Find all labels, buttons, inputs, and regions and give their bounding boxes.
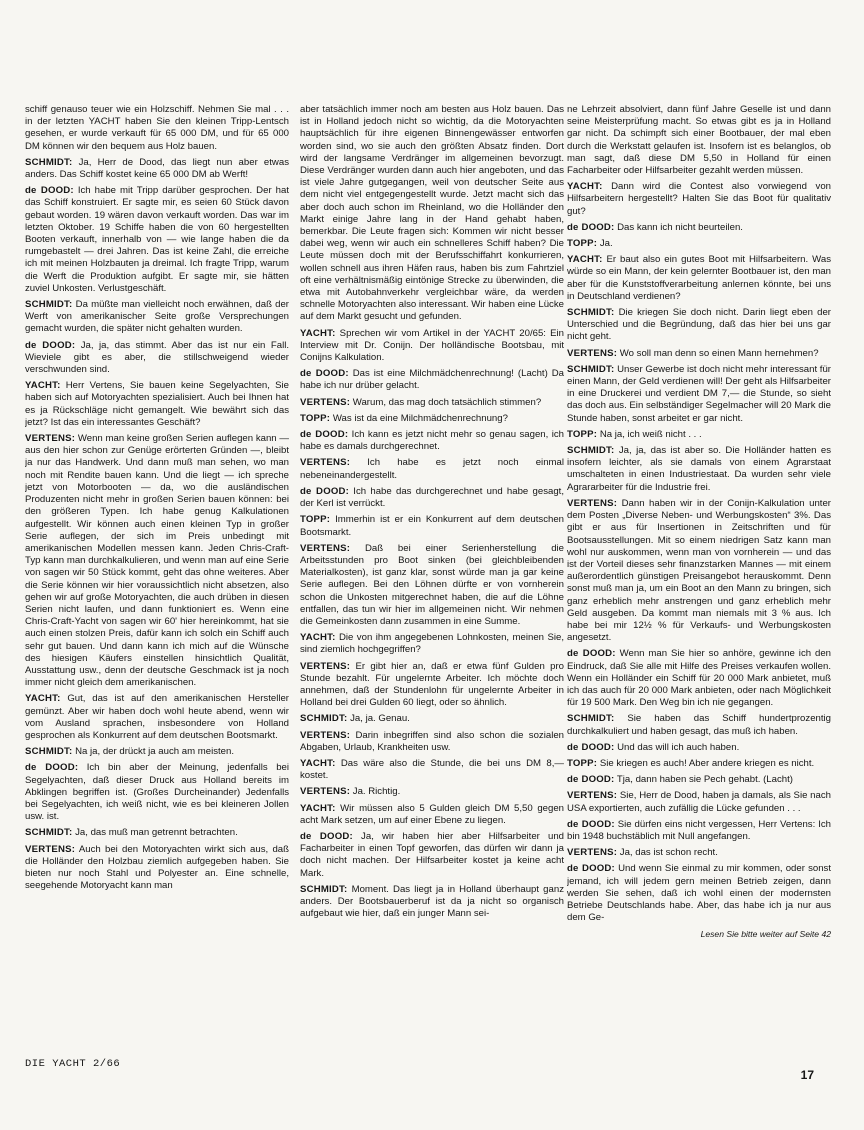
paragraph-text: Ja, das muß man getrennt betrachten. <box>72 827 238 839</box>
interview-paragraph <box>567 348 831 360</box>
paragraph-text: Na ja, ich weiß nicht . . . <box>597 428 702 440</box>
speaker-label: VERTENS: <box>300 729 351 741</box>
paragraph-text: Ja, ja, das stimmt. Aber das ist nur ein Fall. Wieviele gibt es aber, die stillschweigend wieder verschwunden sind. <box>25 339 289 376</box>
speaker-label: YACHT: <box>300 632 336 644</box>
speaker-label: VERTENS: <box>300 660 351 672</box>
paragraph-text: Dann haben wir in der Conijn-Kalkulation unter dem Posten „Diverse Neben- und Werbungskosten“ 3%. Das gibt er aus für Insertionen in Zeitschriften und für Bootsausstellungen. Mit so einem niedrigen Satz kann man wohl nur auskommen, wenn man von vornherein — und das ist der Vorteil dieses sehr finanzstarken Mannes — mit einem außerordentlich günstigen Preisangebot herauskommt. Denn sonst muß man ja, um ein Boot an den Mann zu bringen, sich ganz erheblich mehr anstrengen und ganz erheblich mehr Geld ausgeben. Da kommt man niemals mit 3 % aus. Ich habe bei mir 12½ % für Verkaufs- und Werbungskosten angesetzt. <box>567 497 831 644</box>
speaker-label: VERTENS: <box>567 847 618 859</box>
paragraph-text: Tja, dann haben sie Pech gehabt. (Lacht) <box>614 774 793 786</box>
speaker-label: de DOOD: <box>567 774 615 786</box>
interview-paragraph <box>300 831 564 880</box>
speaker-label: YACHT: <box>25 693 61 705</box>
paragraph-text: Was ist da eine Milchmädchenrechnung? <box>330 412 508 424</box>
paragraph-text: Ich habe das durchgerechnet und habe gesagt, der Kerl ist verrückt. <box>300 485 564 510</box>
speaker-label: SCHMIDT: <box>567 713 615 725</box>
paragraph-text: Ja, ja. Genau. <box>347 713 410 725</box>
speaker-label: SCHMIDT: <box>25 156 73 168</box>
paragraph-text: Da müßte man vielleicht noch erwähnen, daß der Werft von amerikanischer Seite große Versprechungen gemacht wurden, die später nicht gehalten wurden. <box>25 299 289 335</box>
interview-paragraph <box>567 648 831 709</box>
speaker-label: VERTENS: <box>567 497 618 509</box>
interview-paragraph <box>567 713 831 737</box>
paragraph-text: Das wäre also die Stunde, die bei uns DM 8,— kostet. <box>300 757 564 782</box>
speaker-label: de DOOD: <box>300 830 353 842</box>
speaker-label: SCHMIDT: <box>25 746 73 758</box>
paragraph-text: Warum, das mag doch tatsächlich stimmen? <box>350 396 542 408</box>
interview-paragraph <box>300 786 564 798</box>
interview-paragraph <box>25 433 289 689</box>
speaker-label: VERTENS: <box>567 790 618 802</box>
paragraph-text: Ja. <box>597 238 613 250</box>
interview-paragraph <box>25 762 289 823</box>
paragraph-text: Moment. Das liegt ja in Holland überhaupt ganz anders. Der Bootsbauerberuf ist da ja nicht so organisch aufgebaut wie hier, daß ein junger Mann sei- <box>300 883 564 920</box>
speaker-label: YACHT: <box>300 802 336 814</box>
speaker-label: SCHMIDT: <box>567 445 615 457</box>
paragraph-text: Ich habe es jetzt noch einmal nebeneinandergestellt. <box>300 457 564 481</box>
interview-paragraph <box>300 758 564 782</box>
paragraph-text: Gut, das ist auf den amerikanischen Hersteller gemünzt. Aber wir haben doch wohl heute abend, wenn wir vom Ausland sprachen, insbesondere von Holland gesprochen als Konkurrent auf dem deutschen Bootsmarkt. <box>25 693 289 741</box>
speaker-label: de DOOD: <box>300 429 349 441</box>
speaker-label: VERTENS: <box>300 786 351 798</box>
speaker-label: YACHT: <box>567 181 603 193</box>
interview-paragraph <box>300 730 564 754</box>
speaker-label: de DOOD: <box>567 863 615 875</box>
interview-paragraph <box>300 632 564 656</box>
interview-paragraph <box>300 661 564 710</box>
paragraph-text: Wir müssen also 5 Gulden gleich DM 5,50 gegen acht Mark setzen, um auf einer Ebene zu liegen. <box>300 802 564 826</box>
interview-paragraph <box>300 514 564 538</box>
continuation-note: Lesen Sie bitte weiter auf Seite 42 <box>700 929 831 940</box>
speaker-label: YACHT: <box>567 254 603 266</box>
speaker-label: SCHMIDT: <box>567 307 615 319</box>
interview-paragraph <box>25 340 289 377</box>
paragraph-text: Ja, Herr de Dood, das liegt nun aber etwas anders. Das Schiff kostet keine 65 000 DM ab Werft! <box>25 156 289 181</box>
paragraph-text: Herr Vertens, Sie bauen keine Segelyachten, Sie haben sich auf Motoryachten spezialisiert. Auch bei Ihnen hat es ja Rückschläge nicht gemangelt. Wie bewährt sich das jetzt? Ist das ein interessantes Geschäft? <box>25 380 289 428</box>
speaker-label: TOPP: <box>300 412 331 424</box>
paragraph-text: Unser Gewerbe ist doch nicht mehr interessant für einen Mann, der Geld verdienen will! Der geht als Hilfsarbeiter in eine Druckerei und verdient DM 7,— die Stunde, so sieht das doch aus. Ein selbständiger Segelmacher will 20 Mark die Stunde haben, sonst arbeitet er gar nicht. <box>567 363 831 424</box>
paragraph-text: Und wenn Sie einmal zu mir kommen, oder sonst jemand, ich will jedem gern meinen Betrieb zeigen, dann werden Sie sehen, daß ich wohl einen der modernsten Betriebe Deutschlands habe. Aber, das habe ich ja nur aus dem Ge- <box>567 863 831 924</box>
interview-paragraph <box>25 299 289 336</box>
speaker-label: de DOOD: <box>567 648 616 660</box>
interview-paragraph <box>25 746 289 758</box>
speaker-label: de DOOD: <box>25 339 76 351</box>
speaker-label: YACHT: <box>300 327 336 339</box>
speaker-label: SCHMIDT: <box>567 363 615 375</box>
speaker-label: VERTENS: <box>25 843 76 855</box>
interview-paragraph <box>300 884 564 921</box>
paragraph-text: Ja, das ist schon recht. <box>617 847 718 859</box>
interview-paragraph <box>300 104 564 324</box>
paragraph-text: Die von ihm angegebenen Lohnkosten, meinen Sie, sind ziemlich hochgegriffen? <box>300 632 564 656</box>
speaker-label: TOPP: <box>300 514 331 526</box>
speaker-label: TOPP: <box>567 428 598 440</box>
paragraph-text: Die kriegen Sie doch nicht. Darin liegt eben der Unterschied und die Begründung, daß das hier bei uns gar nicht geht. <box>567 307 831 343</box>
paragraph-text: Ja, wir haben hier aber Hilfsarbeiter und Facharbeiter in einen Topf geworfen, das dürfen wir dann ja doch nicht machen. Der Hilfsarbeiter kostet ja keine acht Mark. <box>300 830 564 879</box>
interview-paragraph <box>567 742 831 754</box>
paragraph-text: Ja, ja, das ist aber so. Die Holländer hatten es insofern leichter, als sie damals von einem Agrarstaat umschalteten in einen Industriestaat. Da wurden sehr viele Agrararbeiter für die Industrie frei. <box>567 445 831 493</box>
text-column-1 <box>25 104 289 1062</box>
interview-paragraph <box>300 328 564 365</box>
interview-paragraph <box>567 863 831 924</box>
text-column-2 <box>300 104 564 1062</box>
speaker-label: VERTENS: <box>567 347 618 359</box>
speaker-label: SCHMIDT: <box>300 713 348 725</box>
paragraph-text: Das ist eine Milchmädchenrechnung! (Lacht) Da habe ich nur drüber gelacht. <box>300 368 564 392</box>
paragraph-text: Und das will ich auch haben. <box>614 741 740 753</box>
paragraph-text: Ich bin aber der Meinung, jedenfalls bei Segelyachten, daß dieser Druck aus Holland bereits im Abklingen begriffen ist. (Großes Durcheinander) Jedenfalls bei Segelyachten, ich weiß nicht, wie es bei kleineren Jollen usw. ist. <box>25 762 289 823</box>
interview-paragraph <box>567 774 831 786</box>
speaker-label: VERTENS: <box>25 433 76 445</box>
interview-paragraph <box>25 693 289 742</box>
speaker-label: YACHT: <box>25 380 61 392</box>
interview-paragraph <box>567 254 831 303</box>
paragraph-text: Ich kann es jetzt nicht mehr so genau sagen, ich habe es damals durchgerechnet. <box>300 429 564 453</box>
paragraph-text: Daß bei einer Serienherstellung die Arbeitsstunden pro Boot sinken (bei gleichbleibenden Materialkosten), ist ganz klar, sonst würde man ja gar keine Serie auflegen. Bei den Löhnen dürfte er von vornherein schon die Unkosten mitgerechnet haben, die auf die Löhne entfallen, das tun wir hier im allgemeinen nicht. Wir nehmen die Gemeinkosten dann zusammen in eine Summe. <box>300 542 564 627</box>
interview-paragraph <box>25 827 289 839</box>
interview-paragraph <box>567 445 831 494</box>
paragraph-text: Sie kriegen es auch! Aber andere kriegen es nicht. <box>597 757 815 769</box>
speaker-label: YACHT: <box>300 757 336 769</box>
interview-paragraph <box>25 185 289 295</box>
speaker-label: VERTENS: <box>300 396 351 408</box>
paragraph-text: Auch bei den Motoryachten wirkt sich aus, daß die Holländer den Holzbau ziemlich aufgegeben haben. Sie bieten nur noch Stahl und Polyester an. Eine schnelle, seegehende Motoryacht kann man <box>25 843 289 892</box>
interview-paragraph <box>25 104 289 153</box>
paragraph-text: Sie dürfen eins nicht vergessen, Herr Vertens: Ich bin 1948 buchstäblich mit Null angefangen. <box>567 818 831 842</box>
speaker-label: SCHMIDT: <box>25 827 73 839</box>
interview-paragraph <box>300 413 564 425</box>
speaker-label: de DOOD: <box>25 762 79 774</box>
interview-paragraph <box>300 429 564 453</box>
interview-paragraph <box>25 157 289 181</box>
speaker-label: de DOOD: <box>567 818 615 830</box>
paragraph-text: Wenn man Sie hier so anhöre, gewinne ich den Eindruck, daß Sie alle mit Hilfe des Preises verkaufen wollen. Wenn ein Holländer ein Schiff für 20 000 Mark anbietet, muß ich das auch für 20 000 Mark anbieten, oder nach Möglichkeit für 19 500 Mark. Den Weg bin ich nie gegangen. <box>567 648 831 709</box>
interview-paragraph <box>300 543 564 628</box>
speaker-label: TOPP: <box>567 238 598 250</box>
speaker-label: de DOOD: <box>567 741 615 753</box>
interview-paragraph <box>25 844 289 893</box>
interview-paragraph <box>567 238 831 250</box>
interview-paragraph <box>300 713 564 725</box>
paragraph-text: Sprechen wir vom Artikel in der YACHT 20/65: Ein Interview mit Dr. Conijn. Der holländische Bootsbau, mit Conijns Kalkulation. <box>300 327 564 364</box>
speaker-label: de DOOD: <box>300 485 350 497</box>
interview-paragraph <box>300 803 564 827</box>
interview-paragraph <box>567 498 831 644</box>
speaker-label: TOPP: <box>567 757 598 769</box>
interview-paragraph <box>567 181 831 218</box>
paragraph-text: ne Lehrzeit absolviert, dann fünf Jahre Geselle ist und dann seine Meisterprüfung macht. So etwas gibt es ja in Holland gar nicht. Da schimpft sich einer Bootbauer, der mal eben durch die Werkstatt gelaufen ist. Insofern ist es belanglos, ob man sagt, daß diese DM 5,50 in Holland für einen Facharbeiter oder Hilfsarbeiter gezahlt werden müssen. <box>567 104 831 177</box>
speaker-label: SCHMIDT: <box>25 299 73 311</box>
speaker-label: SCHMIDT: <box>300 883 348 895</box>
speaker-label: de DOOD: <box>300 368 349 380</box>
interview-paragraph <box>567 222 831 234</box>
interview-paragraph <box>567 758 831 770</box>
paragraph-text: Immerhin ist er ein Konkurrent auf dem deutschen Bootsmarkt. <box>300 514 564 538</box>
paragraph-text: aber tatsächlich immer noch am besten aus Holz bauen. Das ist in Holland jedoch nicht so wichtig, da die Motoryachten hauptsächlich für ihre eigenen Binnengewässer entworfen worden sind, wo sie auch den größten Absatz finden. Dort wird der langsame Verdränger im allgemeinen bevorzugt. Diese Verdränger wurden dann auch hier angeboten, und das ist viele Jahre gutgegangen, weil von deutscher Seite aus dem nicht viel entgegengestellt wurde. Jetzt macht sich das aber doch auch schon im Rheinland, wo die Holländer den Markt einige Jahre lang in der Hand gehabt haben, bemerkbar. Die Leute fragen sich: Kommen wir nicht besser dabei weg, wenn wir auch ein schnelleres Schiff haben? Die Leute müssen doch mit der Berufsschiffahrt konkurrieren, wollen schnell aus ihren Häfen raus, haben bis zum Fahrtziel oft eine verhältnismäßig eintönige Strecke zu überwinden, die etwa mit Autobahnverkehr vergleichbar wäre, da werden schnelle Motoryachten also interessant. Wir haben eine Lücke auf dem Markt gesucht und gefunden. <box>300 104 564 323</box>
interview-paragraph <box>567 847 831 859</box>
footer-magazine-issue: DIE YACHT 2/66 <box>25 1058 121 1070</box>
paragraph-text: Er baut also ein gutes Boot mit Hilfsarbeitern. Was würde so ein Mann, der kein gelernter Bootbauer ist, den man aber für die Kunststoffverarbeitung anlernen könnte, bei uns in Deutschland verdienen? <box>567 254 831 302</box>
paragraph-text: Na ja, der drückt ja auch am meisten. <box>72 746 235 758</box>
paragraph-text: Sie, Herr de Dood, haben ja damals, als Sie nach USA exportierten, auch zufällig die Lücke gefunden . . . <box>567 790 831 814</box>
text-column-3 <box>567 104 831 1062</box>
interview-paragraph <box>300 457 564 481</box>
paragraph-text: Er gibt hier an, daß er etwa fünf Gulden pro Stunde bezahlt. Für ungelernte Arbeiter. Ich möchte doch annehmen, daß der Stundenlohn für ungelernte Arbeiter in Holland bei drei Gulden 60 liegt, oder so ähnlich. <box>300 660 564 709</box>
interview-paragraph <box>300 397 564 409</box>
paragraph-text: Wo soll man denn so einen Mann hernehmen? <box>617 347 819 359</box>
paragraph-text: Ja. Richtig. <box>350 786 401 798</box>
paragraph-text: Das kann ich nicht beurteilen. <box>614 221 743 233</box>
speaker-label: VERTENS: <box>300 457 351 469</box>
interview-paragraph <box>25 380 289 429</box>
interview-paragraph <box>567 819 831 843</box>
paragraph-text: Ich habe mit Tripp darüber gesprochen. Der hat das Schiff konstruiert. Er sagte mir, es seien 60 Stück davon gebaut worden. 19 wären davon verkauft worden. Das war im letzten Oktober. 19 Schiffe haben die von 60 hergestellten Booten verkauft, innerhalb von — wie lange haben die da rumgebastelt — drei Jahren. Das ist keine Zahl, die erreiche ich mit meinen Holzbauten ja dreimal. Ich fragte Tripp, warum die Werft die Produktion aufgibt. Er sagte mir, sie hätten zuviel Unkosten. Verlustgeschäft. <box>25 185 289 294</box>
paragraph-text: Dann wird die Contest also vorwiegend von Hilfsarbeitern hergestellt? Halten Sie das Boot für qualitativ gut? <box>567 181 831 217</box>
interview-paragraph <box>300 486 564 510</box>
speaker-label: de DOOD: <box>25 185 74 197</box>
interview-paragraph <box>567 790 831 814</box>
paragraph-text: Wenn man keine großen Serien auflegen kann — aus den hier schon zur Genüge erörterten Gründen —, bleibt ja nur das Handwerk. Und dann muß man sehen, wo man noch mit Rendite bauen kann. Und die liegt — ich spreche jetzt von Motorbooten — da, wo die ausländischen Produzenten nicht mehr in großen Serien bauen können: bei den größeren Typen. Ich habe genug Kalkulationen aufgestellt. Wir können auch einen kleinen Typ in großer Serie auflegen, der sich im Preis unbedingt mit amerikanischen Modellen messen kann. Jeden Chris-Craft-Typ kann man durchkalkulieren, und wenn man auf eine Serie von sagen wir 50 Stück kommt, geht das ohne weiteres. Aber die Serie können wir hier voraussichtlich nicht absetzen, also gehen wir auf große Motoryachten, die auch drüben in diesen Serien nicht laufen, und dann funktioniert es. Wenn eine Chris-Craft-Yacht von sagen wir 60' hier hereinkommt, hat sie auch einen stolzen Preis, dafür kann ich solch ein Schiff auch sehr gut bauen. Und dann kann ich mich auf die Wünsche des hiesigen Käufers einstellen hinsichtlich Qualität, Ausstattung usw., denn der deutsche Geschmack ist ja noch immer nicht gleich dem amerikanischen. <box>25 433 289 689</box>
paragraph-text: Sie haben das Schiff hundertprozentig durchkalkuliert und haben gesagt, das muß ich haben. <box>567 713 831 737</box>
paragraph-text: schiff genauso teuer wie ein Holzschiff. Nehmen Sie mal . . . in der letzten YACHT haben Sie den kleinen Tripp-Lentsch gesehen, er wurde verkauft für 65 000 DM, und für 65 000 DM können wir den bequem aus Holz bauen. <box>25 104 289 152</box>
interview-paragraph <box>300 368 564 392</box>
interview-paragraph <box>567 364 831 425</box>
speaker-label: de DOOD: <box>567 221 615 233</box>
interview-paragraph <box>567 104 831 177</box>
paragraph-text: Darin inbegriffen sind also schon die sozialen Abgaben, Urlaub, Krankheiten usw. <box>300 729 564 753</box>
interview-paragraph <box>567 429 831 441</box>
speaker-label: VERTENS: <box>300 542 351 554</box>
interview-paragraph <box>567 307 831 344</box>
footer-page-number: 17 <box>800 1068 814 1082</box>
